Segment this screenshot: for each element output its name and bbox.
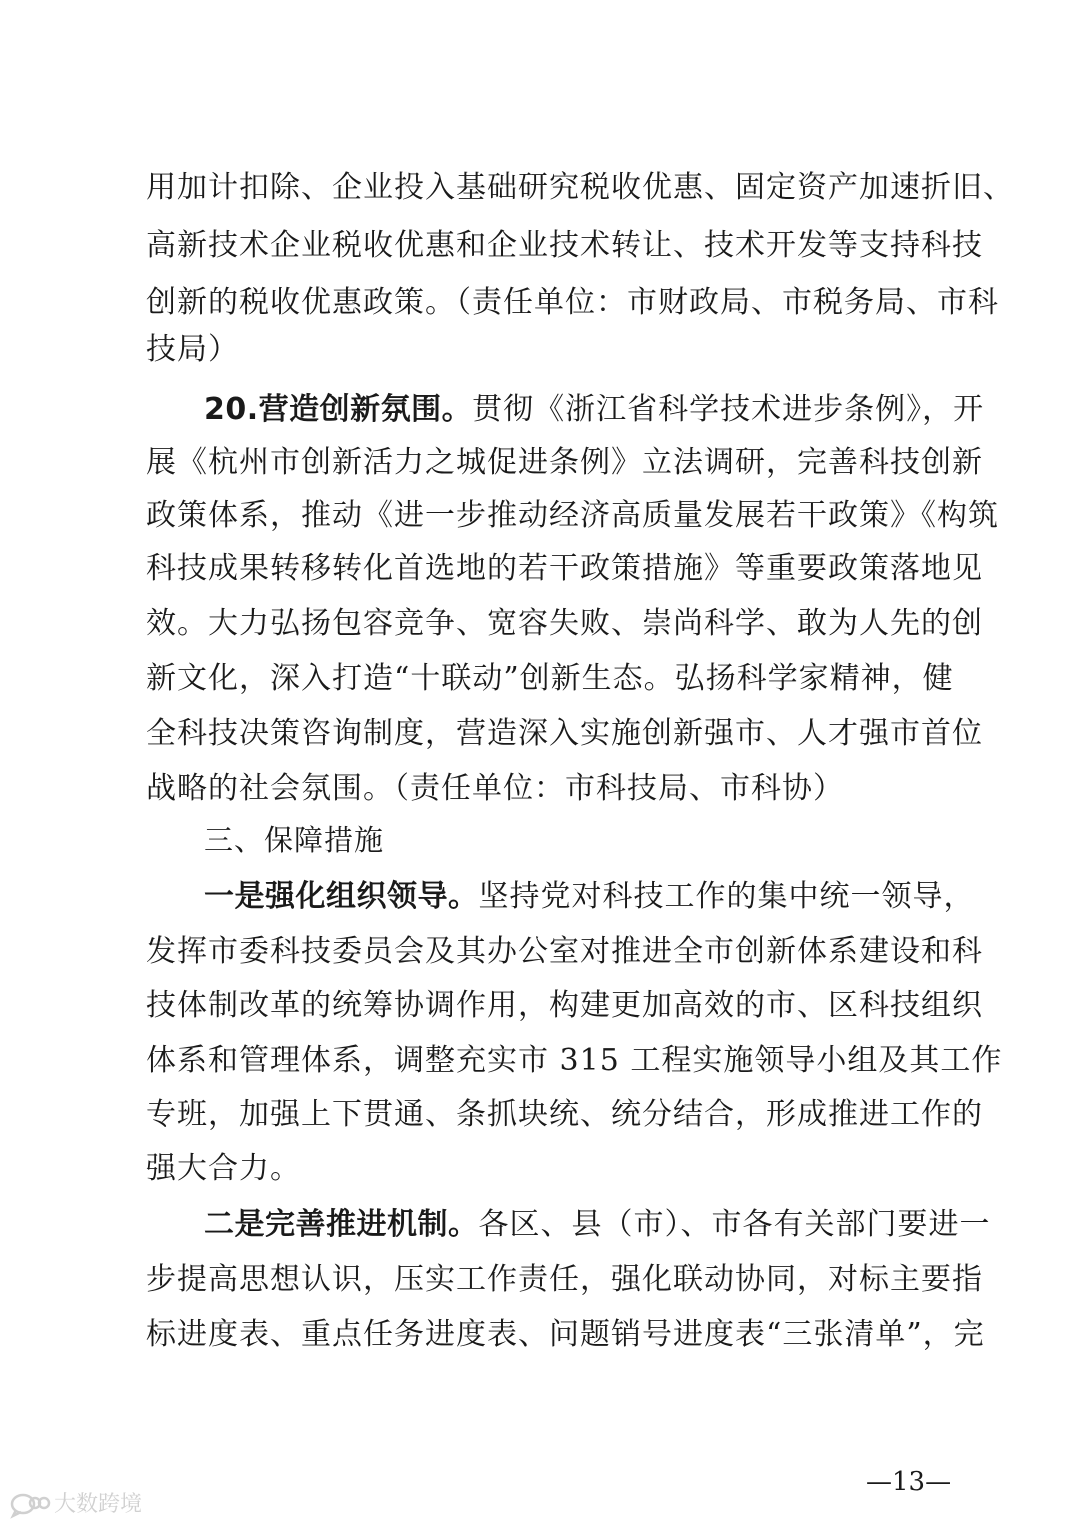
body-line: 专班，加强上下贯通、条抓块统、统分结合，形成推进工作的: [146, 1097, 983, 1132]
page-number: —13—: [866, 1467, 952, 1497]
body-line: 新文化，深入打造“十联动”创新生态。弘扬科学家精神，健: [146, 661, 954, 696]
body-line: 步提高思想认识，压实工作责任，强化联动协同，对标主要指: [146, 1262, 983, 1297]
body-line: 战略的社会氛围。（责任单位：市科技局、市科协）: [146, 771, 844, 806]
measure-one-first-line: 一是强化组织领导。坚持党对科技工作的集中统一领导，: [204, 879, 975, 914]
item-lead-20: 20.营造创新氛围。: [204, 392, 473, 427]
body-line: 技局）: [146, 332, 239, 367]
body-line: 展《杭州市创新活力之城促进条例》立法调研，完善科技创新: [146, 445, 983, 480]
watermark-text: 大数跨境: [54, 1492, 143, 1517]
body-line: 高新技术企业税收优惠和企业技术转让、技术开发等支持科技: [146, 228, 983, 263]
item-lead-two: 二是完善推进机制。: [204, 1207, 479, 1242]
body-line: 创新的税收优惠政策。（责任单位：市财政局、市税务局、市科: [146, 285, 999, 320]
body-line: 标进度表、重点任务进度表、问题销号进度表“三张清单”，完: [146, 1317, 985, 1352]
section-20-first-line: 20.营造创新氛围。贯彻《浙江省科学技术进步条例》，开: [204, 392, 985, 427]
measure-two-first-line: 二是完善推进机制。各区、县（市）、市各有关部门要进一: [204, 1207, 991, 1242]
body-line: 效。大力弘扬包容竞争、宽容失败、崇尚科学、敢为人先的创: [146, 606, 983, 641]
body-line: 发挥市委科技委员会及其办公室对推进全市创新体系建设和科: [146, 934, 983, 969]
body-line: 强大合力。: [146, 1151, 301, 1186]
watermark: [10, 1490, 142, 1520]
body-line: 科技成果转移转化首选地的若干政策措施》等重要政策落地见: [146, 551, 983, 586]
section-heading: 三、保障措施: [204, 823, 385, 857]
body-line: 用加计扣除、企业投入基础研究税收优惠、固定资产加速折旧、: [146, 170, 1014, 205]
item-lead-one: 一是强化组织领导。: [204, 879, 479, 914]
chat-bubble-logo-icon: [10, 1491, 50, 1519]
body-line: 政策体系，推动《进一步推动经济高质量发展若干政策》《构筑: [146, 498, 999, 533]
body-line: 技体制改革的统筹协调作用，构建更加高效的市、区科技组织: [146, 988, 983, 1023]
body-line: 全科技决策咨询制度，营造深入实施创新强市、人才强市首位: [146, 716, 983, 751]
body-line: 体系和管理体系，调整充实市 315 工程实施领导小组及其工作: [146, 1043, 1003, 1078]
